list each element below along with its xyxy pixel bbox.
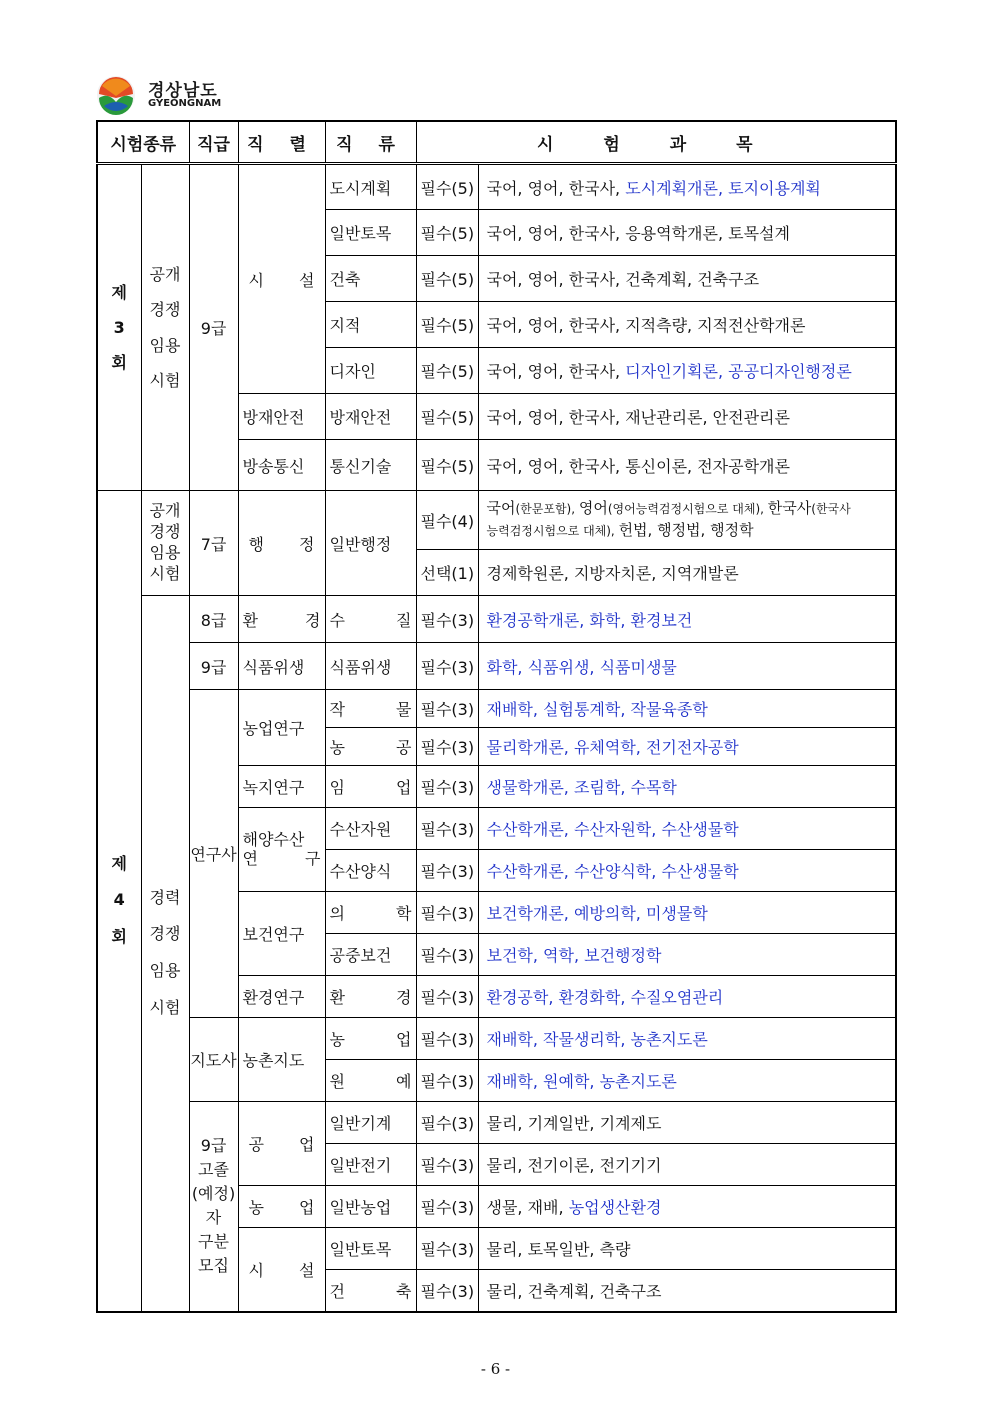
subject-cell: 생물학개론, 조림학, 수목학 (478, 766, 896, 808)
branch-cell: 일반전기 (325, 1144, 416, 1186)
requirement-cell: 필수(3) (416, 976, 478, 1018)
table-row (97, 596, 896, 643)
subject-cell: 수산학개론, 수산양식학, 수산생물학 (478, 850, 896, 892)
subject-cell: 물리, 토목일반, 측량 (478, 1228, 896, 1270)
requirement-cell: 필수(3) (416, 643, 478, 690)
series-cell: 식품위생 (238, 643, 325, 690)
branch-cell: 환 경 (325, 976, 416, 1018)
round4-career-exam-type: 경력 경쟁 임용 시험 (141, 596, 189, 1312)
subject-cell: 생물, 재배, 농업생산환경 (478, 1186, 896, 1228)
table-header-row (97, 121, 896, 164)
branch-cell: 수산양식 (325, 850, 416, 892)
branch-cell: 건 축 (325, 1270, 416, 1312)
requirement-cell: 필수(3) (416, 728, 478, 766)
guide-grade: 지도사 (189, 1018, 238, 1102)
branch-cell: 임 업 (325, 766, 416, 808)
branch-cell: 농 업 (325, 1018, 416, 1060)
branch-cell: 수 질 (325, 596, 416, 643)
branch-cell: 일반농업 (325, 1186, 416, 1228)
branch-cell: 도시계획 (325, 164, 416, 210)
page-number: - 6 - (480, 1360, 511, 1378)
hs-grade: 9급 고졸 (예정) 자 구분 모집 (189, 1102, 238, 1312)
branch-cell: 공중보건 (325, 934, 416, 976)
series-cell: 방송통신 (238, 440, 325, 491)
subject-cell: 경제학원론, 지방자치론, 지역개발론 (478, 550, 896, 596)
subject-cell: 국어, 영어, 한국사, 통신이론, 전자공학개론 (478, 440, 896, 491)
subject-cell: 물리학개론, 유체역학, 전기전자공학 (478, 728, 896, 766)
requirement-cell: 필수(3) (416, 766, 478, 808)
branch-cell: 원 예 (325, 1060, 416, 1102)
series-cell: 공 업 (238, 1102, 325, 1186)
round3-label: 제 3 회 (97, 164, 141, 491)
requirement-cell: 필수(5) (416, 394, 478, 440)
subject-cell: 국어, 영어, 한국사, 지적측량, 지적전산학개론 (478, 302, 896, 348)
exam-subject-table (96, 120, 897, 1313)
subject-cell: 물리, 기계일반, 기계제도 (478, 1102, 896, 1144)
subject-cell: 물리, 건축계획, 건축구조 (478, 1270, 896, 1312)
branch-cell: 건축 (325, 256, 416, 302)
branch-cell: 의 학 (325, 892, 416, 934)
series-cell: 녹지연구 (238, 766, 325, 808)
requirement-cell: 필수(3) (416, 1144, 478, 1186)
subject-cell: 국어, 영어, 한국사, 응용역학개론, 토목설계 (478, 210, 896, 256)
requirement-cell: 필수(3) (416, 850, 478, 892)
series-cell: 농 업 (238, 1186, 325, 1228)
table-row (97, 1018, 896, 1060)
branch-cell: 통신기술 (325, 440, 416, 491)
branch-cell: 일반토목 (325, 1228, 416, 1270)
subject-cell: 재배학, 원예학, 농촌지도론 (478, 1060, 896, 1102)
requirement-cell: 필수(3) (416, 1102, 478, 1144)
series-cell: 보건연구 (238, 892, 325, 976)
requirement-cell: 필수(5) (416, 302, 478, 348)
requirement-cell: 필수(3) (416, 1018, 478, 1060)
header-branch: 직 류 (325, 121, 416, 164)
round3-series-facility: 시 설 (238, 164, 325, 394)
branch-cell: 농 공 (325, 728, 416, 766)
branch-cell: 수산자원 (325, 808, 416, 850)
branch-cell: 일반행정 (325, 491, 416, 596)
series-cell: 행 정 (238, 491, 325, 596)
header-series: 직 렬 (238, 121, 325, 164)
requirement-cell: 필수(3) (416, 1270, 478, 1312)
requirement-cell: 필수(3) (416, 1228, 478, 1270)
table-row (97, 1102, 896, 1144)
requirement-cell: 필수(5) (416, 440, 478, 491)
series-cell: 환경연구 (238, 976, 325, 1018)
branch-cell: 방재안전 (325, 394, 416, 440)
branch-cell: 식품위생 (325, 643, 416, 690)
branch-cell: 일반토목 (325, 210, 416, 256)
researcher-grade: 연구사 (189, 690, 238, 1018)
subject-cell: 국어(한문포함), 영어(영어능력검정시험으로 대체), 한국사(한국사 능력검정시험으로 대체), 헌법, 행정법, 행정학 (478, 491, 896, 550)
logo-subtitle: GYEONGNAM (148, 98, 222, 109)
series-cell: 시 설 (238, 1228, 325, 1312)
requirement-cell: 필수(4) (416, 491, 478, 550)
series-cell: 방재안전 (238, 394, 325, 440)
subject-cell: 환경공학, 환경화학, 수질오염관리 (478, 976, 896, 1018)
table-row (97, 690, 896, 728)
subject-cell: 화학, 식품위생, 식품미생물 (478, 643, 896, 690)
requirement-cell: 필수(5) (416, 164, 478, 210)
requirement-cell: 필수(3) (416, 690, 478, 728)
header-exam-type: 시험종류 (97, 121, 189, 164)
round3-exam-type: 공개 경쟁 임용 시험 (141, 164, 189, 491)
requirement-cell: 필수(3) (416, 1060, 478, 1102)
subject-cell: 국어, 영어, 한국사, 건축계획, 건축구조 (478, 256, 896, 302)
table-row (97, 643, 896, 690)
requirement-cell: 필수(3) (416, 934, 478, 976)
subject-cell: 국어, 영어, 한국사, 디자인기획론, 공공디자인행정론 (478, 348, 896, 394)
requirement-cell: 필수(5) (416, 256, 478, 302)
branch-cell: 작 물 (325, 690, 416, 728)
grade-cell: 9급 (189, 643, 238, 690)
subject-cell: 보건학개론, 예방의학, 미생물학 (478, 892, 896, 934)
round3-grade: 9급 (189, 164, 238, 491)
series-cell: 환 경 (238, 596, 325, 643)
header-grade: 직급 (189, 121, 238, 164)
requirement-cell: 선택(1) (416, 550, 478, 596)
requirement-cell: 필수(5) (416, 348, 478, 394)
series-cell: 농촌지도 (238, 1018, 325, 1102)
requirement-cell: 필수(3) (416, 892, 478, 934)
series-cell: 해양수산 연 구 (238, 808, 325, 892)
requirement-cell: 필수(3) (416, 596, 478, 643)
subject-cell: 수산학개론, 수산자원학, 수산생물학 (478, 808, 896, 850)
subject-cell: 보건학, 역학, 보건행정학 (478, 934, 896, 976)
subject-cell: 국어, 영어, 한국사, 도시계획개론, 토지이용계획 (478, 164, 896, 210)
series-cell: 농업연구 (238, 690, 325, 766)
round4-open-grade: 7급 (189, 491, 238, 596)
table-row (97, 491, 896, 550)
requirement-cell: 필수(3) (416, 1186, 478, 1228)
requirement-cell: 필수(3) (416, 808, 478, 850)
subject-cell: 물리, 전기이론, 전기기기 (478, 1144, 896, 1186)
branch-cell: 지적 (325, 302, 416, 348)
header-subjects: 시 험 과 목 (416, 121, 896, 164)
subject-cell: 재배학, 작물생리학, 농촌지도론 (478, 1018, 896, 1060)
branch-cell: 일반기계 (325, 1102, 416, 1144)
subject-cell: 국어, 영어, 한국사, 재난관리론, 안전관리론 (478, 394, 896, 440)
subject-cell: 환경공학개론, 화학, 환경보건 (478, 596, 896, 643)
requirement-cell: 필수(5) (416, 210, 478, 256)
branch-cell: 디자인 (325, 348, 416, 394)
subject-cell: 재배학, 실험통계학, 작물육종학 (478, 690, 896, 728)
round4-open-exam-type: 공개 경쟁 임용 시험 (141, 491, 189, 596)
table-row (97, 164, 896, 210)
round4-label: 제 4 회 (97, 491, 141, 1312)
grade-cell: 8급 (189, 596, 238, 643)
logo-title: 경상남도 (148, 81, 218, 101)
